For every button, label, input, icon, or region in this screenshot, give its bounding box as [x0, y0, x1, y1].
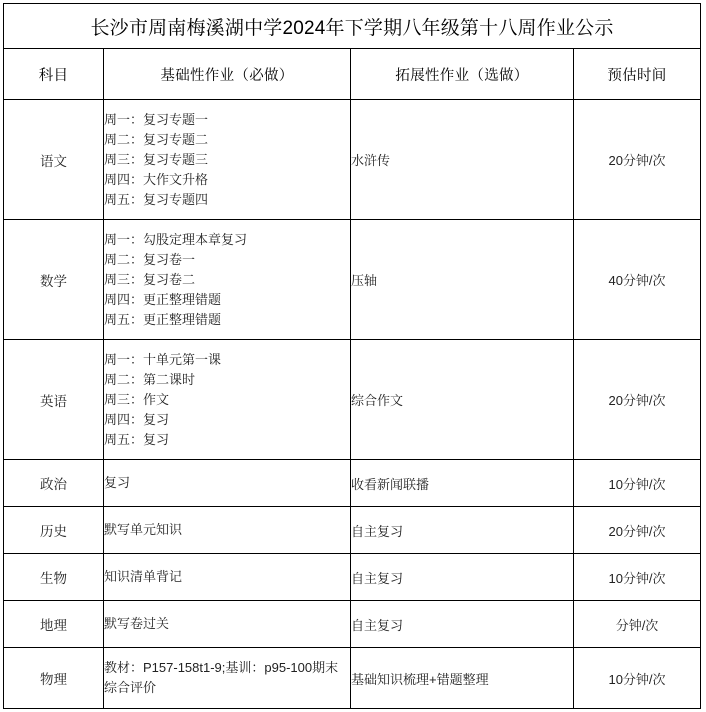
basic-homework-line: 周四：大作文升格	[104, 171, 209, 187]
basic-homework-line: 周一：十单元第一课	[104, 351, 222, 367]
cell-basic-homework	[104, 648, 351, 709]
cell-subject: 生物	[4, 554, 104, 601]
basic-homework-line: 周五：更正整理错题	[104, 311, 222, 327]
table-row	[4, 507, 701, 554]
cell-extended-homework: 自主复习	[351, 601, 574, 648]
cell-extended-homework: 水浒传	[351, 100, 574, 220]
column-header-estimated-time: 预估时间	[574, 49, 701, 100]
basic-homework-line: 周二：复习专题二	[104, 131, 209, 147]
cell-basic-homework	[104, 340, 351, 460]
basic-homework-line: 周二：第二课时	[104, 371, 196, 387]
column-header-extended-homework: 拓展性作业（选做）	[351, 49, 574, 100]
table-row	[4, 340, 701, 460]
cell-estimated-time: 分钟/次	[574, 601, 701, 648]
cell-subject: 语文	[4, 100, 104, 220]
cell-estimated-time: 20分钟/次	[574, 100, 701, 220]
basic-homework-line: 周五：复习	[104, 431, 170, 447]
cell-extended-homework: 压轴	[351, 220, 574, 340]
cell-estimated-time: 40分钟/次	[574, 220, 701, 340]
basic-homework-line: 周四：更正整理错题	[104, 291, 222, 307]
basic-homework-line: 周二：复习卷一	[104, 251, 196, 267]
table-row	[4, 460, 701, 507]
basic-homework-line: 周五：复习专题四	[104, 191, 209, 207]
cell-subject: 英语	[4, 340, 104, 460]
cell-subject: 历史	[4, 507, 104, 554]
cell-basic-homework	[104, 100, 351, 220]
title-row	[4, 4, 701, 49]
cell-estimated-time: 20分钟/次	[574, 507, 701, 554]
table-row	[4, 100, 701, 220]
cell-subject: 物理	[4, 648, 104, 709]
cell-estimated-time: 10分钟/次	[574, 648, 701, 709]
table-row	[4, 554, 701, 601]
cell-extended-homework: 自主复习	[351, 554, 574, 601]
table-row	[4, 601, 701, 648]
table-row	[4, 648, 701, 709]
cell-estimated-time: 10分钟/次	[574, 554, 701, 601]
basic-homework-line: 周一：复习专题一	[104, 111, 209, 127]
basic-homework-line: 默写卷过关	[104, 616, 170, 631]
basic-homework-line: 周三：复习卷二	[104, 271, 196, 287]
cell-subject: 政治	[4, 460, 104, 507]
cell-subject: 地理	[4, 601, 104, 648]
basic-homework-line: 默写单元知识	[104, 522, 183, 537]
basic-homework-line: 周一：勾股定理本章复习	[104, 231, 248, 247]
cell-extended-homework: 综合作文	[351, 340, 574, 460]
basic-homework-line: 复习	[104, 475, 131, 490]
cell-subject: 数学	[4, 220, 104, 340]
cell-extended-homework: 基础知识梳理+错题整理	[351, 648, 574, 709]
basic-homework-line: 周四：复习	[104, 411, 170, 427]
column-header-subject: 科目	[4, 49, 104, 100]
basic-homework-line: 周三：复习专题三	[104, 151, 209, 167]
cell-estimated-time: 10分钟/次	[574, 460, 701, 507]
basic-homework-line: 周三：作文	[104, 391, 170, 407]
cell-basic-homework	[104, 601, 351, 648]
header-row	[4, 49, 701, 100]
cell-basic-homework	[104, 220, 351, 340]
cell-extended-homework: 自主复习	[351, 507, 574, 554]
homework-announcement-table	[3, 3, 701, 709]
cell-basic-homework	[104, 460, 351, 507]
column-header-basic-homework: 基础性作业（必做）	[104, 49, 351, 100]
table-row	[4, 220, 701, 340]
basic-homework-line: 知识清单背记	[104, 569, 183, 584]
cell-basic-homework	[104, 554, 351, 601]
cell-basic-homework	[104, 507, 351, 554]
table-body	[4, 4, 701, 709]
basic-homework-line: 教材：P157-158t1-9;基训：p95-100期末综合评价	[104, 660, 339, 695]
cell-estimated-time: 20分钟/次	[574, 340, 701, 460]
page-title: 长沙市周南梅溪湖中学2024年下学期八年级第十八周作业公示	[4, 4, 701, 49]
cell-extended-homework: 收看新闻联播	[351, 460, 574, 507]
